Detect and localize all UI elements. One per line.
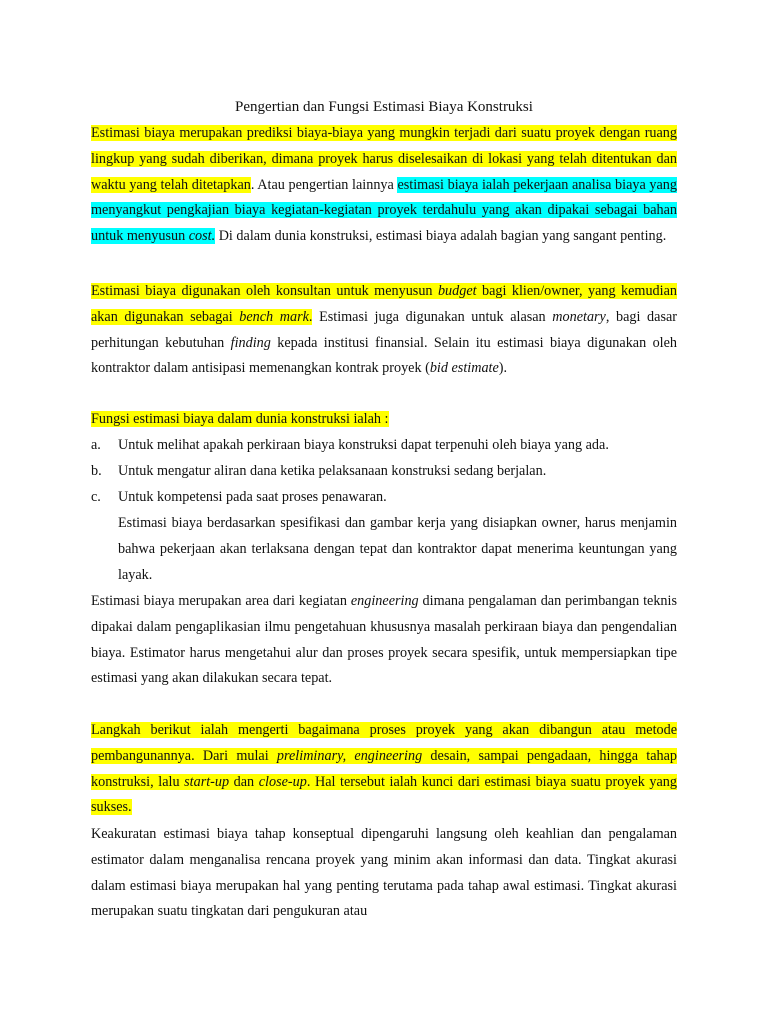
highlight-yellow-text: Estimasi biaya merupakan prediksi biaya-biaya yang mungkin terjadi dari suatu proyek dengan ruang lingkup yang sudah diberikan, dimana proyek harus diselesaikan di lokasi yang telah ditentukan dan waktu yang telah ditetapkan: [91, 125, 677, 193]
highlight-segment: Langkah berikut ialah mengerti bagaimana proses proyek yang akan dibangun atau metode pembangunannya. Dari mulai: [91, 722, 677, 764]
paragraph-engineering: [91, 589, 677, 692]
highlight-yellow-text: [91, 722, 677, 815]
list-marker: b.: [91, 463, 102, 479]
highlight-cyan-text: estimasi biaya ialah pekerjaan analisa biaya yang menyangkut pengkajian biaya kegiatan-kegiatan proyek terdahulu yang akan dipakai sebagai bahan untuk menyusun: [91, 176, 677, 245]
highlight-segment: desain, sampai pengadaan, hingga tahap konstruksi, lalu: [91, 747, 677, 790]
document-title: Pengertian dan Fungsi Estimasi Biaya Konstruksi: [235, 99, 533, 115]
italic-term: bid estimate: [429, 360, 499, 377]
paragraph-text: Estimasi biaya merupakan area dari kegiatan: [91, 593, 351, 609]
list-marker: c.: [91, 489, 101, 505]
italic-term: engineering: [350, 593, 419, 609]
paragraph-text: ).: [498, 360, 508, 377]
italic-term: bench mark: [239, 308, 309, 325]
sub-paragraph: Estimasi biaya berdasarkan spesifikasi dan gambar kerja yang disiapkan owner, harus menjamin bahwa pekerjaan akan terlaksana dengan tepat dan kontraktor dapat menerima keuntungan yang layak.: [118, 515, 677, 583]
italic-term: cost.: [188, 228, 216, 245]
highlight-segment: . Hal tersebut ialah kunci dari estimasi biaya suatu proyek yang sukses.: [91, 773, 677, 816]
paragraph-text: dimana pengalaman dan perimbangan teknis dipakai dalam pengaplikasian ilmu pengetahuan khususnya masalah perkiraan biaya dan pengendalian biaya. Estimator harus mengetahui alur dan proses proyek secara spesifik, untuk mempersiapkan tipe estimasi yang akan dilakukan secara tepat.: [91, 593, 677, 687]
fungsi-heading: [91, 407, 677, 433]
list-item-text: Untuk mengatur aliran dana ketika pelaksanaan konstruksi sedang berjalan.: [118, 463, 547, 479]
highlight-cyan-italic-text: [189, 228, 215, 244]
highlight-segment: .: [308, 308, 313, 325]
paragraph-usage: [91, 279, 677, 382]
paragraph-text: Di dalam dunia konstruksi, estimasi biaya adalah bagian yang sangant penting.: [215, 228, 667, 245]
list-item-text: Untuk melihat apakah perkiraan biaya konstruksi dapat terpenuhi oleh biaya yang ada.: [118, 437, 609, 453]
paragraph-text: Estimasi juga digunakan untuk alasan: [312, 308, 553, 325]
highlight-yellow-text: Fungsi estimasi biaya dalam dunia konstruksi ialah :: [91, 411, 389, 427]
italic-term: start-up: [184, 773, 230, 790]
italic-term: preliminary, engineering: [276, 747, 423, 764]
italic-term: budget: [437, 283, 477, 299]
highlight-segment: bagi klien/owner, yang kemudian akan digunakan sebagai: [91, 283, 677, 325]
highlight-segment: dan: [229, 773, 259, 790]
paragraph-definition: [91, 121, 677, 250]
paragraph-text: . Atau pengertian lainnya: [250, 176, 398, 193]
list-marker: a.: [91, 437, 101, 453]
paragraph-text: , bagi dasar perhitungan kebutuhan: [91, 308, 677, 351]
highlight-segment: Estimasi biaya digunakan oleh konsultan untuk menyusun: [91, 283, 438, 299]
paragraph-accuracy: Keakuratan estimasi biaya tahap konseptual dipengaruhi langsung oleh keahlian dan pengalaman estimator dalam menganalisa rencana proyek yang minim akan informasi dan data. Tingkat akurasi dalam estimasi biaya merupakan hal yang penting terutama pada tahap awal estimasi. Tingkat akurasi merupakan suatu tingkatan dari pengukuran atau: [91, 826, 677, 920]
paragraph-text: kepada institusi finansial. Selain itu estimasi biaya digunakan oleh kontraktor dalam antisipasi memenangkan kontrak proyek (: [91, 334, 677, 377]
italic-term: close-up: [258, 773, 307, 790]
paragraph-steps: [91, 718, 677, 821]
list-item-text: Untuk kompetensi pada saat proses penawaran.: [118, 489, 387, 505]
italic-term: finding: [230, 334, 271, 351]
italic-term: monetary: [552, 308, 606, 325]
